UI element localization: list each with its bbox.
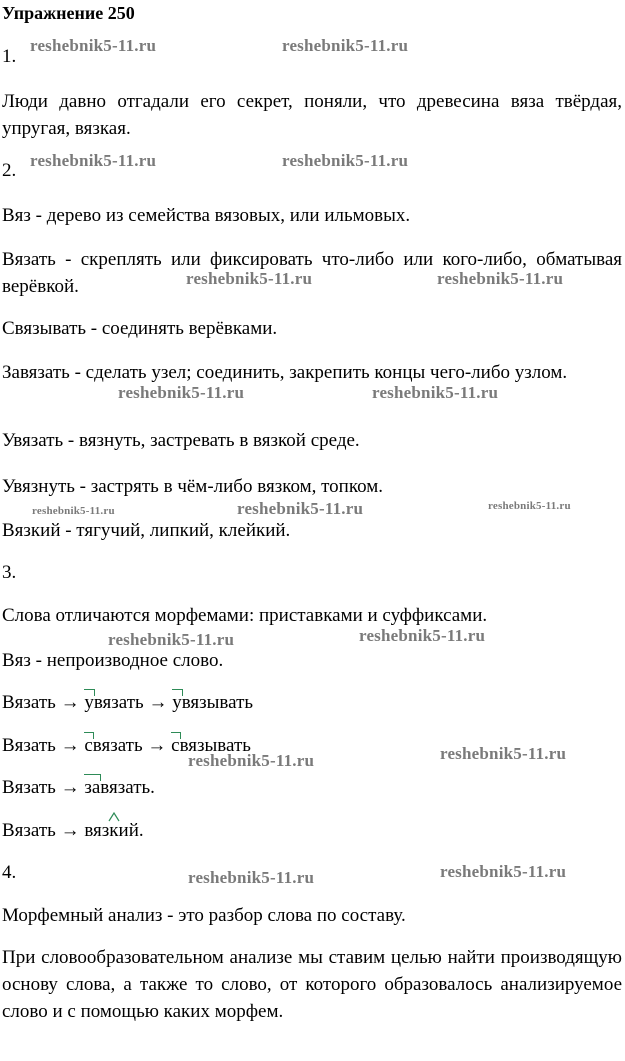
watermark: reshebnik5-11.ru [237, 499, 364, 518]
word-zavyazat: за [84, 777, 100, 799]
arrow: → [60, 820, 80, 841]
watermark: reshebnik5-11.ru [437, 269, 564, 288]
word-vyazat: Вязать [2, 820, 56, 841]
watermark: reshebnik5-11.ru [440, 744, 567, 763]
watermark: reshebnik5-11.ru [488, 500, 571, 512]
watermark: reshebnik5-11.ru [30, 36, 157, 55]
arrow: → [148, 692, 168, 713]
section-number-4: 4. [2, 862, 17, 883]
watermark: reshebnik5-11.ru [108, 630, 235, 649]
watermark: reshebnik5-11.ru [282, 151, 409, 170]
arrow: → [147, 735, 167, 756]
word-vyazat: Вязать [2, 777, 56, 798]
suffix-k: к [109, 820, 118, 842]
derivation-chain-4: Вязать → вяз кий. [2, 820, 144, 842]
arrow: → [60, 777, 80, 798]
watermark: reshebnik5-11.ru [282, 36, 409, 55]
arrow: → [60, 735, 80, 756]
definition-svyazyvat: Связывать - соединять верёвками. [2, 318, 278, 339]
definition-zavyazat: Завязать - сделать узел; соединить, закрепить концы чего-либо узлом. [2, 362, 568, 383]
definition-vyaz: Вяз - дерево из семейства вязовых, или ильмовых. [2, 205, 411, 226]
word-uvyazat: у [84, 692, 94, 714]
derivation-chain-1: Вязать → увязать → увязывать [2, 692, 253, 714]
watermark: reshebnik5-11.ru [359, 626, 486, 645]
word-vyazat: Вязать [2, 692, 56, 713]
word-vyazat: Вязать [2, 735, 56, 756]
watermark: reshebnik5-11.ru [186, 269, 313, 288]
derivation-chain-3: Вязать → завязать. [2, 777, 155, 799]
section-1-text: Люди давно отгадали его секрет, поняли, что древесина вяза твёрдая, упругая, вязкая. [2, 91, 622, 139]
word-uvyazyvat: у [172, 692, 182, 714]
definition-uvyazat: Увязать - вязнуть, застревать в вязкой среде. [2, 430, 360, 451]
watermark: reshebnik5-11.ru [440, 862, 567, 881]
exercise-title: Упражнение 250 [2, 3, 135, 23]
watermark: reshebnik5-11.ru [118, 383, 245, 402]
definition-uvyaznut: Увязнуть - застрять в чём-либо вязком, топком. [2, 476, 384, 497]
word-svyazyvat: с [171, 735, 179, 757]
derivation-chain-2: Вязать → связать → связывать [2, 735, 251, 757]
arrow: → [60, 692, 80, 713]
watermark: reshebnik5-11.ru [30, 151, 157, 170]
section-3-intro: Слова отличаются морфемами: приставками и суффиксами. [2, 605, 488, 626]
section-number-1: 1. [2, 46, 17, 67]
definition-vyazkiy: Вязкий - тягучий, липкий, клейкий. [2, 520, 291, 541]
watermark: reshebnik5-11.ru [188, 868, 315, 887]
section-4-line1: Морфемный анализ - это разбор слова по составу. [2, 905, 406, 926]
section-number-3: 3. [2, 562, 17, 583]
section-number-2: 2. [2, 160, 17, 181]
watermark: reshebnik5-11.ru [372, 383, 499, 402]
word-svyazat: с [84, 735, 92, 757]
watermark: reshebnik5-11.ru [32, 505, 115, 517]
section-4-paragraph: При словообразовательном анализе мы ставим целью найти производящую основу слова, а также то слово, от которого образовалось анализируемое слово и с помощью каких морфем. [2, 947, 622, 1022]
definition-vyazat: Вязать - скреплять или фиксировать что-либо или кого-либо, обматывая верёвкой. [2, 249, 622, 297]
section-3-base: Вяз - непроизводное слово. [2, 650, 224, 671]
watermark: reshebnik5-11.ru [188, 751, 315, 770]
